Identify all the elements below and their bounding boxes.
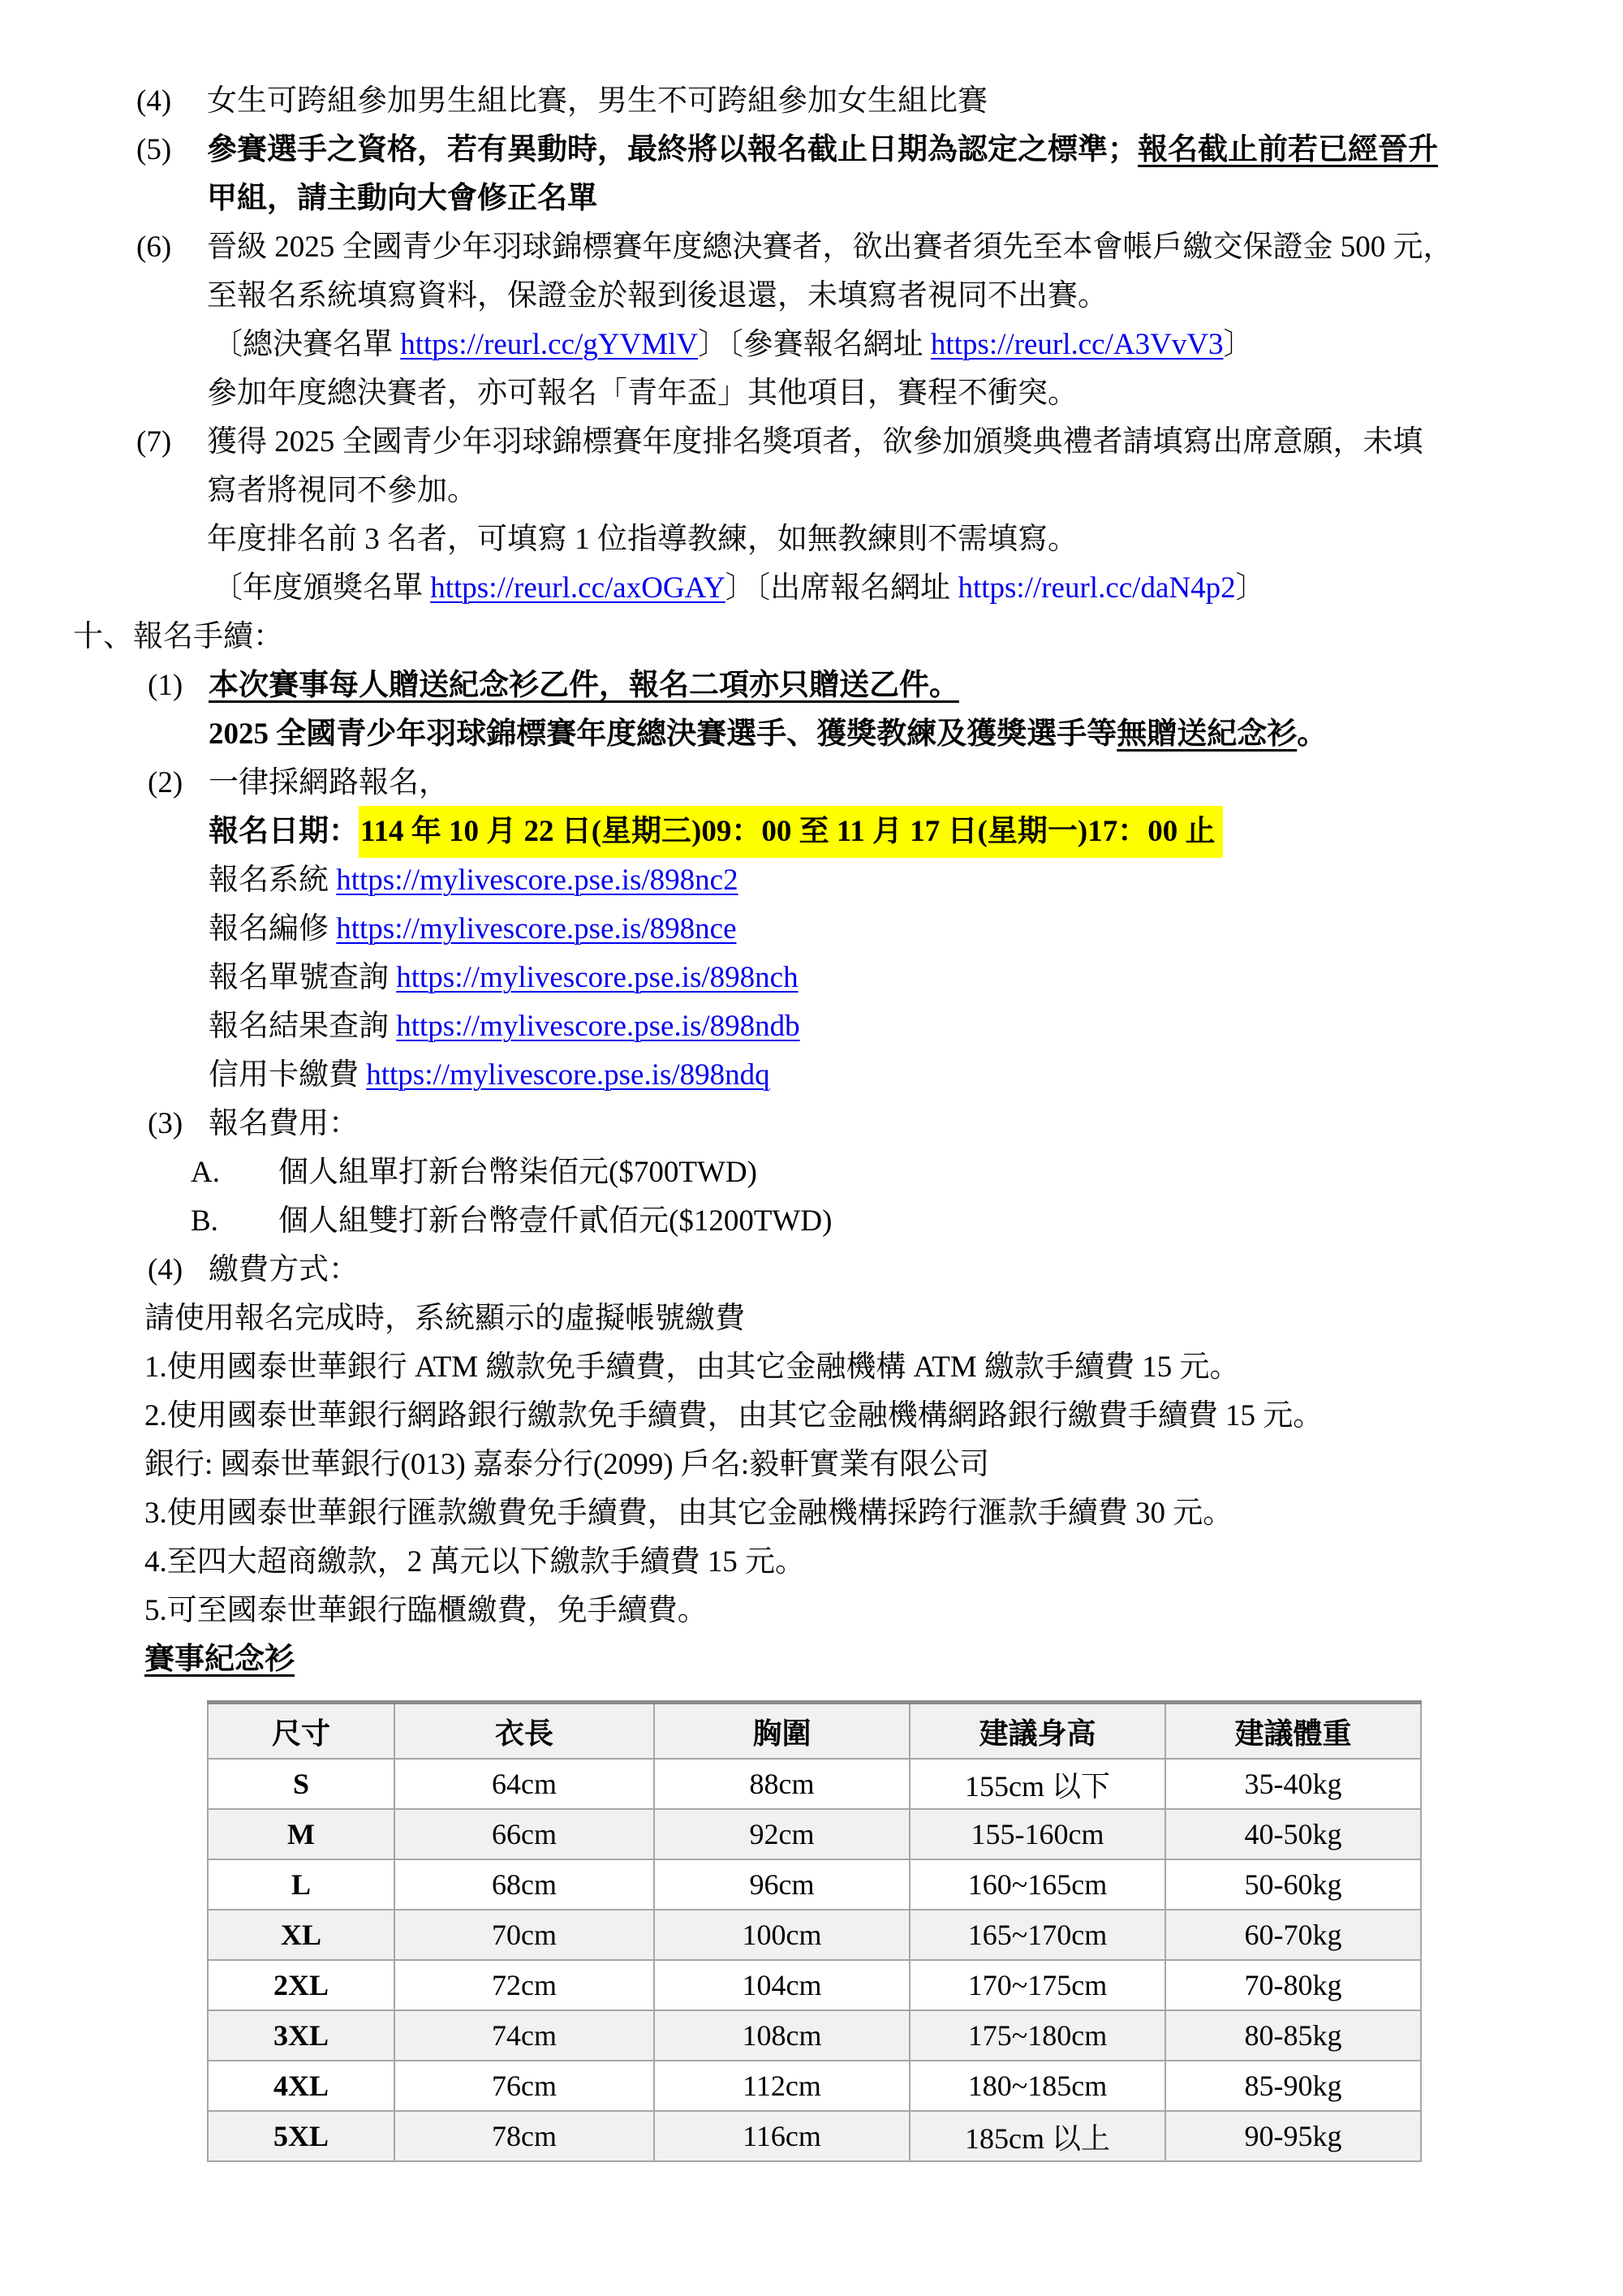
- size-table-cell: 175~180cm: [910, 2010, 1165, 2061]
- list-marker: (4): [148, 1253, 183, 1286]
- text-run: 獲得 2025 全國青少年羽球錦標賽年度排名獎項者，欲參加頒獎典禮者請填寫出席意願，未填: [207, 425, 1423, 459]
- shirt-size-table-wrap: [207, 1700, 1623, 2162]
- size-table-cell: XL: [208, 1910, 394, 1960]
- size-table-cell: 155cm 以下: [910, 1759, 1165, 1809]
- text-run: 〕: [1223, 328, 1254, 361]
- size-table-cell: 104cm: [654, 1960, 910, 2010]
- size-table-cell: 50-60kg: [1165, 1859, 1421, 1910]
- doc-line: [0, 1100, 1623, 1148]
- text-run: 〔年度頒獎名單: [213, 571, 431, 605]
- text-run: 報名單號查詢: [209, 961, 397, 994]
- doc-line: [0, 1441, 1623, 1489]
- size-table-cell: 35-40kg: [1165, 1759, 1421, 1809]
- hyperlink[interactable]: https://reurl.cc/A3VvV3: [930, 328, 1224, 361]
- doc-line: [0, 661, 1623, 710]
- size-table-row: [208, 1960, 1421, 2010]
- hyperlink[interactable]: https://mylivescore.pse.is/898nce: [336, 912, 737, 946]
- text-run: 報名截止前若已經晉升: [1138, 133, 1438, 166]
- size-table-row: [208, 1910, 1421, 1960]
- list-marker: (5): [136, 133, 172, 166]
- size-table-cell: 3XL: [208, 2010, 394, 2061]
- doc-line: [0, 1538, 1623, 1587]
- shirt-size-table: [207, 1700, 1422, 2162]
- doc-line: [0, 759, 1623, 808]
- size-table-cell: 60-70kg: [1165, 1910, 1421, 1960]
- doc-line: [0, 321, 1623, 369]
- size-table-cell: 5XL: [208, 2111, 394, 2161]
- size-table-header-row: [208, 1703, 1421, 1760]
- doc-line: [0, 954, 1623, 1002]
- doc-line: [0, 418, 1623, 467]
- doc-line: [0, 1246, 1623, 1294]
- doc-line: [0, 1294, 1623, 1343]
- size-table-cell: 155-160cm: [910, 1809, 1165, 1859]
- text-run: 一律採網路報名，: [209, 766, 449, 799]
- size-table-cell: 96cm: [654, 1859, 910, 1910]
- size-table-cell: 66cm: [394, 1809, 654, 1859]
- doc-line: [0, 905, 1623, 954]
- list-marker: (4): [136, 84, 172, 118]
- text-run: 〕〔參賽報名網址: [698, 328, 931, 361]
- size-table-cell: 70-80kg: [1165, 1960, 1421, 2010]
- size-table-cell: 78cm: [394, 2111, 654, 2161]
- size-table-cell: 180~185cm: [910, 2061, 1165, 2111]
- size-table-cell: 40-50kg: [1165, 1809, 1421, 1859]
- size-table-header-cell: 胸圍: [654, 1703, 910, 1760]
- size-table-cell: 70cm: [394, 1910, 654, 1960]
- doc-line: [0, 1197, 1623, 1246]
- size-table-cell: 74cm: [394, 2010, 654, 2061]
- size-table-head: [208, 1703, 1421, 1760]
- doc-line: [0, 808, 1623, 856]
- size-table-cell: 170~175cm: [910, 1960, 1165, 2010]
- doc-line: [0, 710, 1623, 759]
- text-run: 報名費用：: [209, 1107, 359, 1140]
- size-table-cell: 68cm: [394, 1859, 654, 1910]
- size-table-row: [208, 2010, 1421, 2061]
- doc-line: [0, 272, 1623, 321]
- size-table-row: [208, 2061, 1421, 2111]
- doc-line: [0, 1587, 1623, 1635]
- size-table-header-cell: 建議體重: [1165, 1703, 1421, 1760]
- size-table-cell: 116cm: [654, 2111, 910, 2161]
- text-run: 本次賽事每人贈送紀念衫乙件，報名二項亦只贈送乙件。: [209, 669, 959, 702]
- doc-line: [0, 1489, 1623, 1538]
- text-run: 個人組單打新台幣柒佰元($700TWD): [278, 1156, 757, 1189]
- list-marker: (3): [148, 1107, 183, 1140]
- size-table-cell: 185cm 以上: [910, 2111, 1165, 2161]
- doc-line: [0, 613, 1623, 661]
- text-run: 年度排名前 3 名者，可填寫 1 位指導教練，如無教練則不需填寫。: [207, 523, 1078, 556]
- text-run: 個人組雙打新台幣壹仟貳佰元($1200TWD): [278, 1204, 833, 1238]
- text-run: 參加年度總決賽者，亦可報名「青年盃」其他項目，賽程不衝突。: [207, 377, 1078, 410]
- size-table-header-cell: 建議身高: [910, 1703, 1165, 1760]
- doc-line: [0, 1051, 1623, 1100]
- text-run: 繳費方式：: [209, 1253, 359, 1286]
- text-run: 1.使用國泰世華銀行 ATM 繳款免手續費，由其它金融機構 ATM 繳款手續費 15 元。: [144, 1350, 1240, 1384]
- list-marker: (7): [136, 425, 172, 459]
- doc-line: [0, 174, 1623, 223]
- text-run: 4.至四大超商繳款，2 萬元以下繳款手續費 15 元。: [144, 1545, 805, 1579]
- text-run: 參賽選手之資格，若有異動時，最終將以報名截止日期為認定之標準；: [207, 133, 1138, 166]
- doc-line: [0, 223, 1623, 272]
- text-run: 5.可至國泰世華銀行臨櫃繳費，免手續費。: [144, 1594, 708, 1627]
- text-run: 信用卡繳費: [209, 1058, 367, 1092]
- text-run: 至報名系統填寫資料，保證金於報到後退還，未填寫者視同不出賽。: [207, 279, 1108, 312]
- doc-line: [0, 856, 1623, 905]
- doc-line: [0, 1343, 1623, 1392]
- doc-line: [0, 126, 1623, 174]
- size-table-cell: 160~165cm: [910, 1859, 1165, 1910]
- text-run: 。: [1297, 717, 1328, 751]
- doc-line: [0, 369, 1623, 418]
- size-table-cell: S: [208, 1759, 394, 1809]
- size-table-cell: 165~170cm: [910, 1910, 1165, 1960]
- hyperlink[interactable]: https://reurl.cc/gYVMlV: [400, 328, 699, 361]
- size-table-cell: 2XL: [208, 1960, 394, 2010]
- size-table-cell: L: [208, 1859, 394, 1910]
- doc-line: [0, 515, 1623, 564]
- doc-line: [0, 564, 1623, 613]
- size-table-cell: 76cm: [394, 2061, 654, 2111]
- list-marker: (2): [148, 766, 183, 799]
- doc-line: [0, 467, 1623, 515]
- size-table-cell: 108cm: [654, 2010, 910, 2061]
- text-run: 〔總決賽名單: [213, 328, 401, 361]
- text-run: 請使用報名完成時，系統顯示的虛擬帳號繳費: [144, 1302, 745, 1335]
- hyperlink[interactable]: https://mylivescore.pse.is/898ndq: [366, 1058, 770, 1092]
- size-table-cell: 90-95kg: [1165, 2111, 1421, 2161]
- text-run: 無贈送紀念衫: [1117, 717, 1298, 751]
- size-table-row: [208, 1859, 1421, 1910]
- text-run: 〕〔出席報名網址: [725, 571, 958, 605]
- text-run: 2.使用國泰世華銀行網路銀行繳款免手續費，由其它金融機構網路銀行繳費手續費 15 元。: [144, 1399, 1324, 1432]
- text-run: 賽事紀念衫: [144, 1643, 295, 1676]
- size-table-body: [208, 1759, 1421, 2161]
- doc-line: [0, 1002, 1623, 1051]
- highlighted-text: 114 年 10 月 22 日(星期三)09：00 至 11 月 17 日(星期一)17：00 止: [359, 806, 1223, 858]
- doc-line: [0, 1148, 1623, 1197]
- size-table-cell: M: [208, 1809, 394, 1859]
- list-marker: (1): [148, 669, 183, 702]
- text-run: 甲組，請主動向大會修正名單: [207, 182, 597, 215]
- size-table-header-cell: 尺寸: [208, 1703, 394, 1760]
- size-table-cell: 4XL: [208, 2061, 394, 2111]
- size-table-row: [208, 1809, 1421, 1859]
- doc-line: [0, 1392, 1623, 1441]
- text-run: 十、報名手續：: [73, 620, 283, 653]
- size-table-cell: 92cm: [654, 1809, 910, 1859]
- text-run: 寫者將視同不參加。: [207, 474, 477, 507]
- text-run: 報名編修: [209, 912, 337, 946]
- text-run: 〕: [1235, 571, 1266, 605]
- size-table-cell: 112cm: [654, 2061, 910, 2111]
- list-marker: A.: [191, 1156, 220, 1189]
- size-table-cell: 80-85kg: [1165, 2010, 1421, 2061]
- hyperlink[interactable]: https://mylivescore.pse.is/898nc2: [336, 864, 738, 897]
- hyperlink[interactable]: https://reurl.cc/axOGAY: [430, 571, 725, 605]
- text-run: 晉級 2025 全國青少年羽球錦標賽年度總決賽者，欲出賽者須先至本會帳戶繳交保證金 500 元，: [207, 230, 1453, 264]
- text-run: 報名日期：: [209, 815, 359, 848]
- text-run: 2025 全國青少年羽球錦標賽年度總決賽選手、獲獎教練及獲獎選手等: [209, 717, 1117, 751]
- text-run: 報名結果查詢: [209, 1010, 397, 1043]
- hyperlink[interactable]: https://reurl.cc/daN4p2: [958, 571, 1236, 605]
- size-table-cell: 85-90kg: [1165, 2061, 1421, 2111]
- text-run: 女生可跨組參加男生組比賽，男生不可跨組參加女生組比賽: [207, 84, 988, 118]
- size-table-row: [208, 1759, 1421, 1809]
- size-table-cell: 88cm: [654, 1759, 910, 1809]
- doc-line: [0, 77, 1623, 126]
- hyperlink[interactable]: https://mylivescore.pse.is/898nch: [396, 961, 799, 994]
- size-table-row: [208, 2111, 1421, 2161]
- hyperlink[interactable]: https://mylivescore.pse.is/898ndb: [396, 1010, 800, 1043]
- text-run: 3.使用國泰世華銀行匯款繳費免手續費，由其它金融機構採跨行滙款手續費 30 元。: [144, 1497, 1233, 1530]
- text-run: 銀行: 國泰世華銀行(013) 嘉泰分行(2099) 戶名:毅軒實業有限公司: [144, 1448, 990, 1481]
- list-marker: B.: [191, 1204, 218, 1238]
- doc-line: [0, 1635, 1623, 1684]
- text-run: 報名系統: [209, 864, 337, 897]
- size-table-cell: 100cm: [654, 1910, 910, 1960]
- size-table-header-cell: 衣長: [394, 1703, 654, 1760]
- size-table-cell: 64cm: [394, 1759, 654, 1809]
- list-marker: (6): [136, 230, 172, 264]
- size-table-cell: 72cm: [394, 1960, 654, 2010]
